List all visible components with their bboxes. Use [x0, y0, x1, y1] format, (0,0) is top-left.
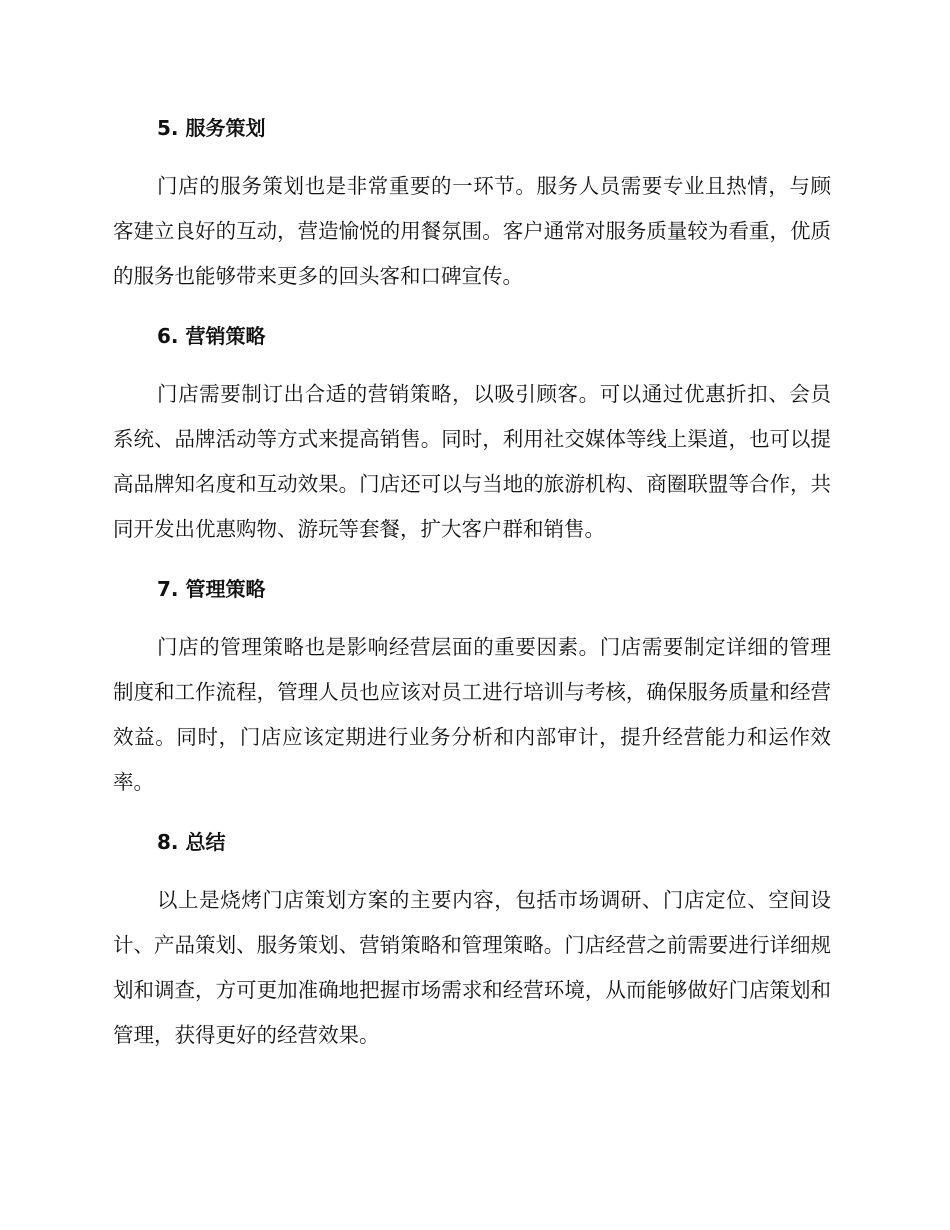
section-paragraph: 以上是烧烤门店策划方案的主要内容，包括市场调研、门店定位、空间设计、产品策划、服务策划、营销策略和管理策略。门店经营之前需要进行详细规划和调查，方可更加准确地把握市场需求和经营环境，从而能够做好门店策划和管理，获得更好的经营效果。	[113, 888, 831, 1047]
section-marketing-strategy	[113, 318, 831, 552]
section-summary	[113, 824, 831, 1058]
section-paragraph: 门店的服务策划也是非常重要的一环节。服务人员需要专业且热情，与顾客建立良好的互动，营造愉悦的用餐氛围。客户通常对服务质量较为看重，优质的服务也能够带来更多的回头客和口碑宣传。	[113, 174, 831, 288]
section-heading: 5. 服务策划	[157, 116, 266, 140]
section-paragraph: 门店的管理策略也是影响经营层面的重要因素。门店需要制定详细的管理制度和工作流程，管理人员也应该对员工进行培训与考核，确保服务质量和经营效益。同时，门店应该定期进行业务分析和内部审计，提升经营能力和运作效率。	[113, 635, 831, 794]
section-heading: 8. 总结	[157, 830, 226, 854]
section-paragraph: 门店需要制订出合适的营销策略，以吸引顾客。可以通过优惠折扣、会员系统、品牌活动等方式来提高销售。同时，利用社交媒体等线上渠道，也可以提高品牌知名度和互动效果。门店还可以与当地的旅游机构、商圈联盟等合作，共同开发出优惠购物、游玩等套餐，扩大客户群和销售。	[113, 382, 831, 541]
section-service-planning	[113, 110, 831, 299]
section-heading: 7. 管理策略	[157, 577, 266, 601]
document-body	[113, 110, 831, 1058]
section-heading: 6. 营销策略	[157, 324, 266, 348]
section-management-strategy	[113, 571, 831, 805]
